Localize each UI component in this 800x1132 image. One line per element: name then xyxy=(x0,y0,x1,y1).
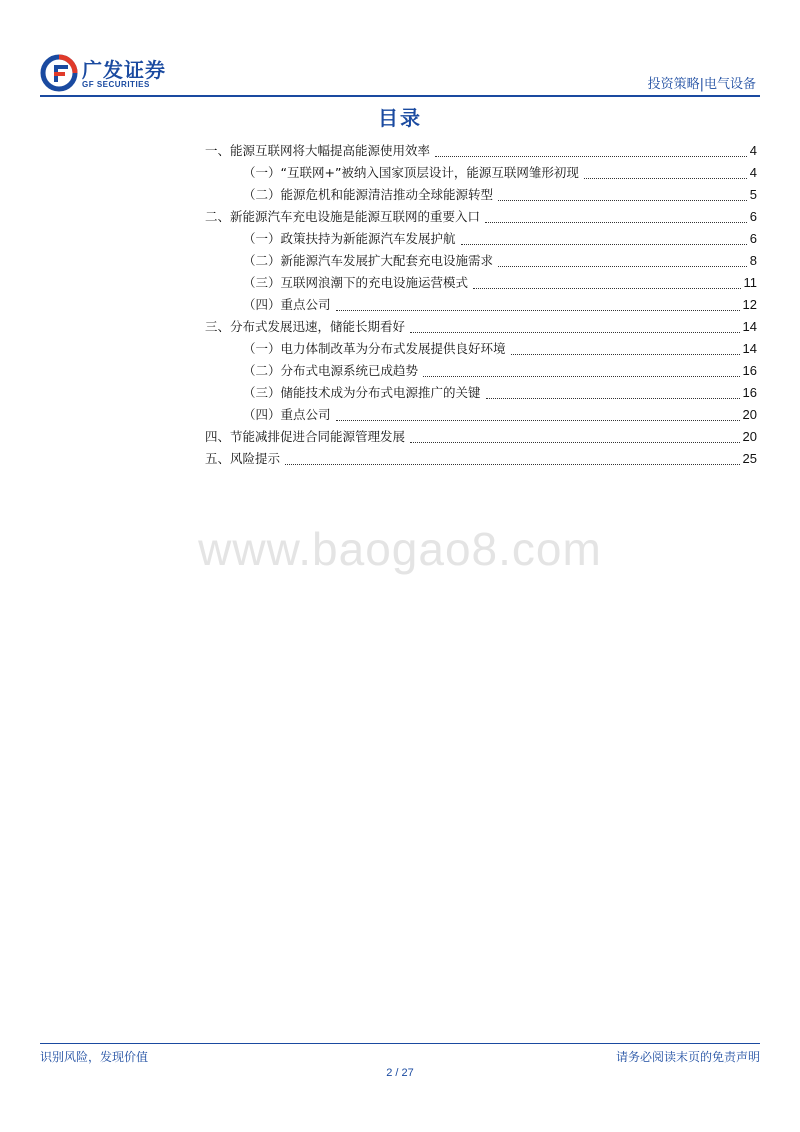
toc-entry-text: （四）重点公司 xyxy=(243,297,331,312)
toc-leader-dots xyxy=(473,288,740,289)
toc-entry-text: 一、能源互联网将大幅提高能源使用效率 xyxy=(205,143,431,158)
toc-entry-page: 12 xyxy=(742,297,757,312)
toc-entry-page: 16 xyxy=(742,363,757,378)
toc-entry-text: （一）“互联网+”被纳入国家顶层设计，能源互联网雏形初现 xyxy=(243,165,579,180)
toc-entry-page: 14 xyxy=(742,319,757,334)
toc-entry-page: 20 xyxy=(742,429,757,444)
toc-entry-page: 5 xyxy=(749,187,757,202)
toc-entry[interactable] xyxy=(205,448,757,470)
toc-entry[interactable] xyxy=(205,404,757,426)
toc-entry[interactable] xyxy=(205,426,757,448)
toc-entry-page: 16 xyxy=(742,385,757,400)
toc-title: 目录 xyxy=(378,106,422,130)
toc-entry-page: 4 xyxy=(749,165,757,180)
toc-entry-text: 五、风险提示 xyxy=(205,451,281,466)
toc-leader-dots xyxy=(410,442,740,443)
header-divider xyxy=(40,95,760,97)
toc-leader-dots xyxy=(485,222,747,223)
toc-entry-text: 三、分布式发展迅速，储能长期看好 xyxy=(205,319,406,334)
toc-leader-dots xyxy=(423,376,740,377)
toc-leader-dots xyxy=(435,156,747,157)
toc-entry[interactable] xyxy=(205,184,757,206)
toc-entry[interactable] xyxy=(205,294,757,316)
toc-entry-page: 4 xyxy=(749,143,757,158)
logo-english-name: GF SECURITIES xyxy=(82,80,150,89)
toc-entry[interactable] xyxy=(205,272,757,294)
toc-entry-text: （二）能源危机和能源清洁推动全球能源转型 xyxy=(243,187,494,202)
gf-logo-icon xyxy=(40,54,78,92)
toc-entry-text: （四）重点公司 xyxy=(243,407,331,422)
logo-chinese-name: 广发证券 xyxy=(82,58,166,82)
toc-entry[interactable] xyxy=(205,140,757,162)
toc-leader-dots xyxy=(511,354,740,355)
footer-divider xyxy=(40,1043,760,1044)
toc-entry-text: 四、节能减排促进合同能源管理发展 xyxy=(205,429,406,444)
toc-leader-dots xyxy=(461,244,747,245)
toc-entry-page: 20 xyxy=(742,407,757,422)
toc-entry[interactable] xyxy=(205,228,757,250)
toc-entry-page: 25 xyxy=(742,451,757,466)
toc-leader-dots xyxy=(285,464,740,465)
toc-leader-dots xyxy=(410,332,740,333)
toc-entry[interactable] xyxy=(205,250,757,272)
report-section-label: 投资策略|电气设备 xyxy=(647,77,756,92)
footer-disclaimer-note: 请务必阅读末页的免责声明 xyxy=(615,1050,760,1064)
toc-leader-dots xyxy=(336,310,740,311)
toc-entry[interactable] xyxy=(205,382,757,404)
toc-entry-page: 8 xyxy=(749,253,757,268)
page-number: 2 / 27 xyxy=(386,1067,414,1079)
toc-entry-text: 二、新能源汽车充电设施是能源互联网的重要入口 xyxy=(205,209,481,224)
toc-entry[interactable] xyxy=(205,338,757,360)
toc-entry[interactable] xyxy=(205,316,757,338)
toc-leader-dots xyxy=(486,398,740,399)
toc-entry[interactable] xyxy=(205,162,757,184)
toc-leader-dots xyxy=(336,420,740,421)
toc-leader-dots xyxy=(498,266,747,267)
toc-entry-page: 6 xyxy=(749,231,757,246)
table-of-contents xyxy=(205,140,757,470)
toc-entry-page: 11 xyxy=(743,275,757,290)
toc-entry-text: （一）政策扶持为新能源汽车发展护航 xyxy=(243,231,456,246)
toc-entry-page: 6 xyxy=(749,209,757,224)
toc-entry-text: （二）新能源汽车发展扩大配套充电设施需求 xyxy=(243,253,494,268)
toc-entry-text: （一）电力体制改革为分布式发展提供良好环境 xyxy=(243,341,506,356)
toc-entry-page: 14 xyxy=(742,341,757,356)
watermark: www.baogao8.com xyxy=(198,523,602,575)
company-logo xyxy=(40,54,175,96)
toc-entry[interactable] xyxy=(205,206,757,228)
toc-entry-text: （三）储能技术成为分布式电源推广的关键 xyxy=(243,385,481,400)
footer-slogan: 识别风险，发现价值 xyxy=(40,1050,149,1064)
toc-entry-text: （二）分布式电源系统已成趋势 xyxy=(243,363,419,378)
toc-entry[interactable] xyxy=(205,360,757,382)
toc-entry-text: （三）互联网浪潮下的充电设施运营模式 xyxy=(243,275,469,290)
toc-leader-dots xyxy=(584,178,747,179)
toc-leader-dots xyxy=(498,200,747,201)
